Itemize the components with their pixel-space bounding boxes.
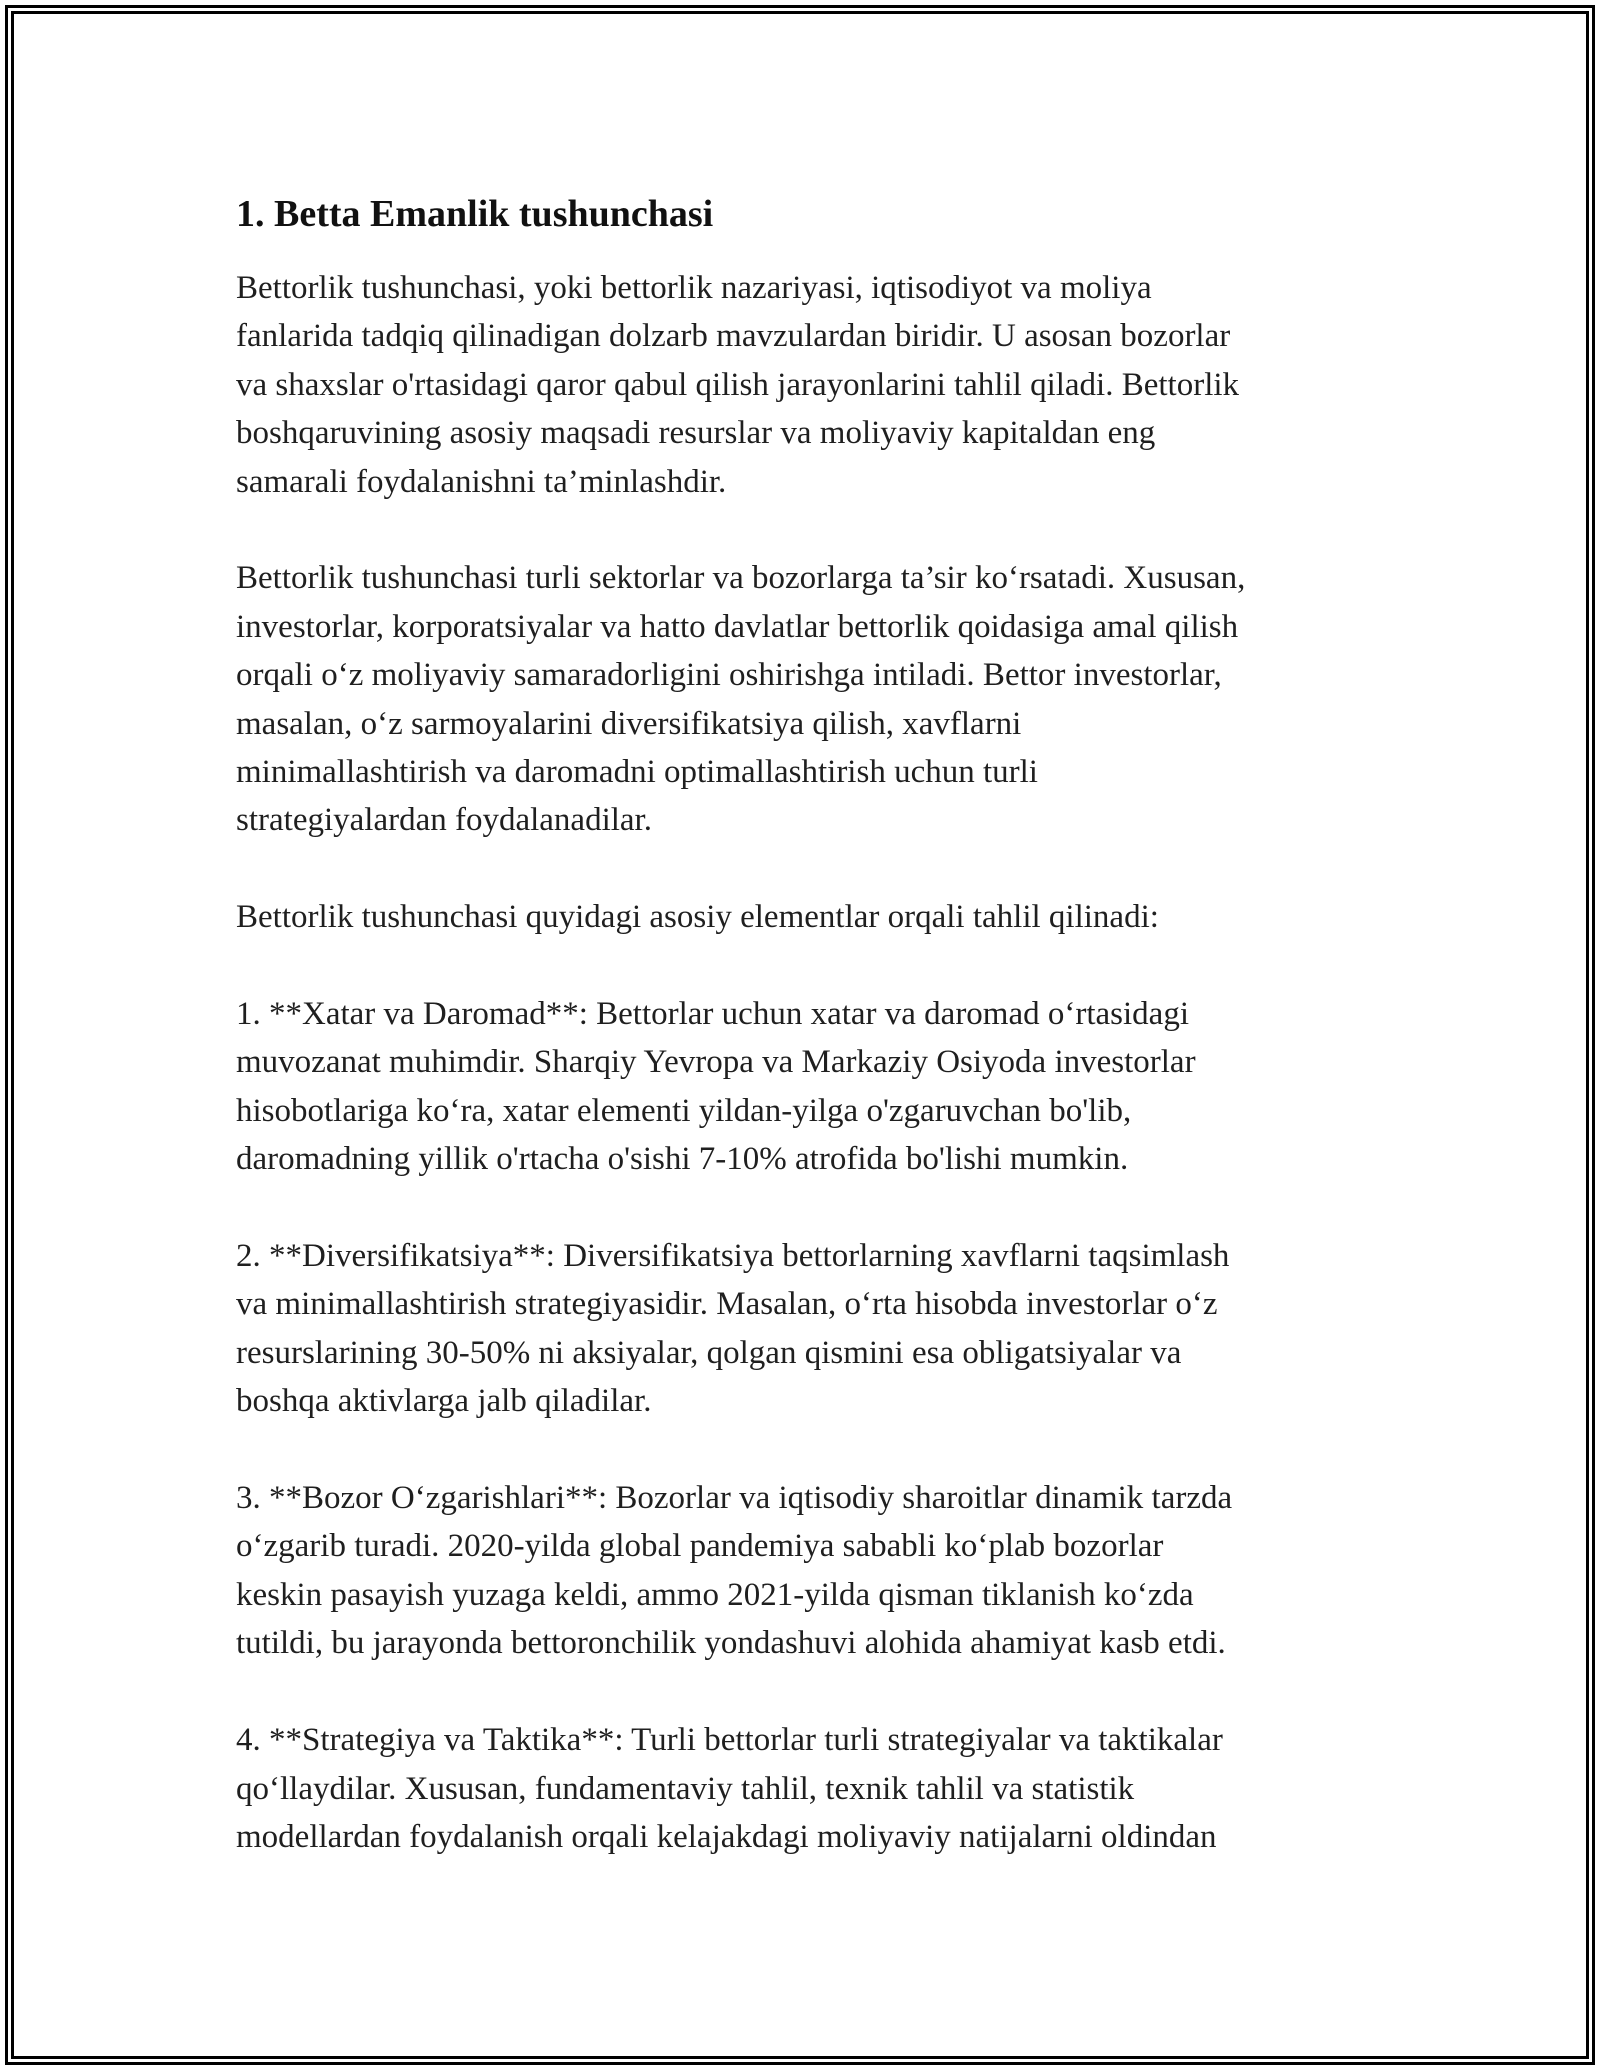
text-line: qo‘llaydilar. Xususan, fundamentaviy tahlil, texnik tahlil va statistik [236, 1770, 1135, 1807]
text-line: va minimallashtirish strategiyasidir. Masalan, o‘rta hisobda investorlar o‘z [236, 1286, 1218, 1323]
paragraph-elements-intro [236, 893, 1386, 941]
paragraph-sectors [236, 554, 1386, 844]
text-line: daromadning yillik o'rtacha o'sishi 7-10% atrofida bo'lishi mumkin. [236, 1141, 1129, 1178]
page-title: 1. Betta Emanlik tushunchasi [236, 193, 714, 235]
text-line: 2. **Diversifikatsiya**: Diversifikatsiya bettorlarning xavflarni taqsimlash [236, 1238, 1230, 1275]
list-item-diversification [236, 1232, 1386, 1426]
document-body [236, 188, 1386, 1910]
text-line: va shaxslar o'rtasidagi qaror qabul qilish jarayonlarini tahlil qiladi. Bettorlik [236, 366, 1240, 403]
text-line: Bettorlik tushunchasi turli sektorlar va bozorlarga ta’sir ko‘rsatadi. Xususan, [236, 560, 1246, 597]
list-item-risk-return [236, 990, 1386, 1184]
text-line: 3. **Bozor O‘zgarishlari**: Bozorlar va iqtisodiy sharoitlar dinamik tarzda [236, 1480, 1233, 1517]
text-line: Bettorlik tushunchasi quyidagi asosiy elementlar orqali tahlil qilinadi: [236, 899, 1159, 936]
text-line: hisobotlariga ko‘ra, xatar elementi yildan-yilga o'zgaruvchan bo'lib, [236, 1092, 1132, 1129]
text-line: boshqaruvining asosiy maqsadi resurslar va moliyaviy kapitaldan eng [236, 415, 1156, 452]
paragraph-intro [236, 264, 1386, 506]
text-line: tutildi, bu jarayonda bettoronchilik yondashuvi alohida ahamiyat kasb etdi. [236, 1625, 1226, 1662]
text-line: fanlarida tadqiq qilinadigan dolzarb mavzulardan biridir. U asosan bozorlar [236, 318, 1231, 355]
text-line: samarali foydalanishni ta’minlashdir. [236, 463, 727, 500]
text-line: 1. **Xatar va Daromad**: Bettorlar uchun xatar va daromad o‘rtasidagi [236, 996, 1189, 1033]
list-item-market-changes [236, 1474, 1386, 1668]
text-line: Bettorlik tushunchasi, yoki bettorlik nazariyasi, iqtisodiyot va moliya [236, 270, 1152, 306]
text-line: muvozanat muhimdir. Sharqiy Yevropa va Markaziy Osiyoda investorlar [236, 1044, 1196, 1081]
text-line: minimallashtirish va daromadni optimallashtirish uchun turli [236, 754, 1038, 791]
list-item-strategy-tactics [236, 1716, 1386, 1861]
text-line: keskin pasayish yuzaga keldi, ammo 2021-yilda qisman tiklanish ko‘zda [236, 1576, 1194, 1613]
text-line: investorlar, korporatsiyalar va hatto davlatlar bettorlik qoidasiga amal qilish [236, 608, 1239, 645]
text-line: orqali o‘z moliyaviy samaradorligini oshirishga intiladi. Bettor investorlar, [236, 657, 1222, 694]
text-line: modellardan foydalanish orqali kelajakdagi moliyaviy natijalarni oldindan [236, 1818, 1217, 1855]
text-line: 4. **Strategiya va Taktika**: Turli bettorlar turli strategiyalar va taktikalar [236, 1722, 1223, 1759]
text-line: boshqa aktivlarga jalb qiladilar. [236, 1383, 652, 1420]
text-line: o‘zgarib turadi. 2020-yilda global pandemiya sababli ko‘plab bozorlar [236, 1528, 1164, 1565]
text-line: strategiyalardan foydalanadilar. [236, 802, 652, 839]
text-line: masalan, o‘z sarmoyalarini diversifikatsiya qilish, xavflarni [236, 705, 1022, 742]
text-line: resurslarining 30-50% ni aksiyalar, qolgan qismini esa obligatsiyalar va [236, 1334, 1182, 1371]
